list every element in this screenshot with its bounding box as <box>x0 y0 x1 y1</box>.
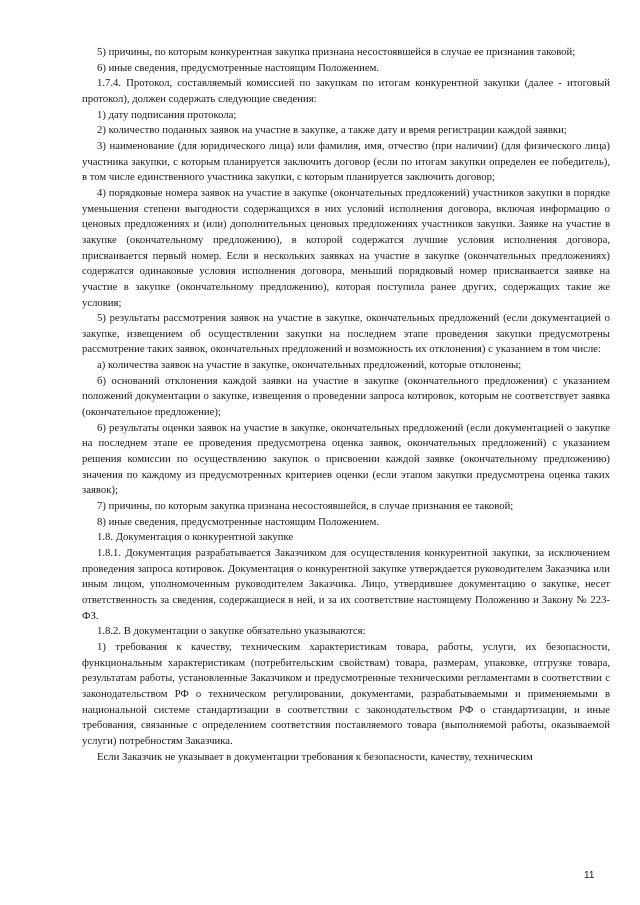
paragraph: 5) результаты рассмотрения заявок на участие в закупке, окончательных предложений (если документацией о закупке, извещением об осуществлении закупки на последнем этапе проведения закупки предусмотрены рассмотрение таких заявок, окончательных предложений и возможность их отклонения) с указанием в том числе: <box>82 312 610 356</box>
section-heading: 1.8. Документация о конкурентной закупке <box>97 531 294 544</box>
paragraph: 6) иные сведения, предусмотренные настоящим Положением. <box>97 61 380 74</box>
paragraph: 1.8.1. Документация разрабатывается Заказчиком для осуществления конкурентной закупки, за исключением проведения запроса котировок. Документация о конкурентной закупке утверждается руководителем Заказчика или иным лицом, уполномоченным руководителем Заказчика. Лицо, утвердившее документацию о закупке, несет ответственность за сведения, содержащиеся в ней, и за их соответствие настоящему Положению и Закону № 223-ФЗ. <box>82 547 610 622</box>
paragraph: 3) наименование (для юридического лица) или фамилия, имя, отчество (при наличии) (для физического лица) участника закупки, с которым планируется заключить договор (если по итогам закупки определен ее победитель), в том числе единственного участника закупки, с которым планируется заключить договор; <box>82 139 610 184</box>
paragraph: 8) иные сведения, предусмотренные настоящим Положением. <box>97 515 380 528</box>
paragraph: Если Заказчик не указывает в документации требования к безопасности, качеству, техническим <box>97 750 533 763</box>
paragraph: 1) требования к качеству, техническим характеристикам товара, работы, услуги, их безопасности, функциональным характеристикам (потребительским свойствам) товара, размерам, упаковке, отгрузке товара, результатам работы, установленные Заказчиком и предусмотренные техническими регламентами в соответствии с законодательством РФ о техническом регулировании, документами, разрабатываемыми и применяемыми в национальной системе стандартизации в соответствии с законодательством РФ о стандартизации, и иные требования, связанные с определением соответствия поставляемого товара (выполняемой работы, оказываемой услуги) потребностям Заказчика. <box>82 640 610 747</box>
paragraph: 7) причины, по которым закупка признана несостоявшейся, в случае признания ее таковой; <box>97 500 514 513</box>
page-number: 11 <box>584 870 595 881</box>
paragraph: 5) причины, по которым конкурентная закупка признана несостоявшейся в случае ее признания таковой; <box>97 46 576 58</box>
paragraph: 2) количество поданных заявок на участие в закупке, а также дату и время регистрации каждой заявки; <box>97 124 567 137</box>
document-page <box>82 45 610 905</box>
paragraph: 1.8.2. В документации о закупке обязательно указываются: <box>97 625 366 638</box>
paragraph: 4) порядковые номера заявок на участие в закупке (окончательных предложений) участников закупки в порядке уменьшения степени выгодности содержащихся в них условий исполнения договора, включая информацию о ценовых предложениях и (или) дополнительных ценовых предложениях участников закупки. Заявке на участие в закупке (окончательному предложению), в которой содержатся лучшие условия исполнения договора, присваивается первый номер. Если в нескольких заявках на участие в закупке (окончательных предложениях) содержатся одинаковые условия исполнения договора, меньший порядковый номер присваивается заявке на участие в закупке (окончательному предложению), которая поступила ранее других, содержащих такие же условия; <box>82 186 610 309</box>
paragraph: 1) дату подписания протокола; <box>97 108 237 121</box>
paragraph: б) оснований отклонения каждой заявки на участие в закупке (окончательного предложения) с указанием положений документации о закупке, извещения о проведении запроса котировок, которым не соответствует заявка (окончательное предложение); <box>82 374 610 419</box>
paragraph: 6) результаты оценки заявок на участие в закупке, окончательных предложений (если документацией о закупке на последнем этапе ее проведения предусмотрена оценка заявок, окончательных предложений) с указанием решения комиссии по осуществлению закупок о присвоении каждой заявке (окончательному предложению) значения по каждому из предусмотренных критериев оценки (если этапом закупки предусмотрена оценка таких заявок); <box>82 421 610 497</box>
paragraph: 1.7.4. Протокол, составляемый комиссией по закупкам по итогам конкурентной закупки (далее - итоговый протокол), должен содержать следующие сведения: <box>82 77 610 105</box>
paragraph: а) количества заявок на участие в закупке, окончательных предложений, которые отклонены; <box>97 359 522 372</box>
